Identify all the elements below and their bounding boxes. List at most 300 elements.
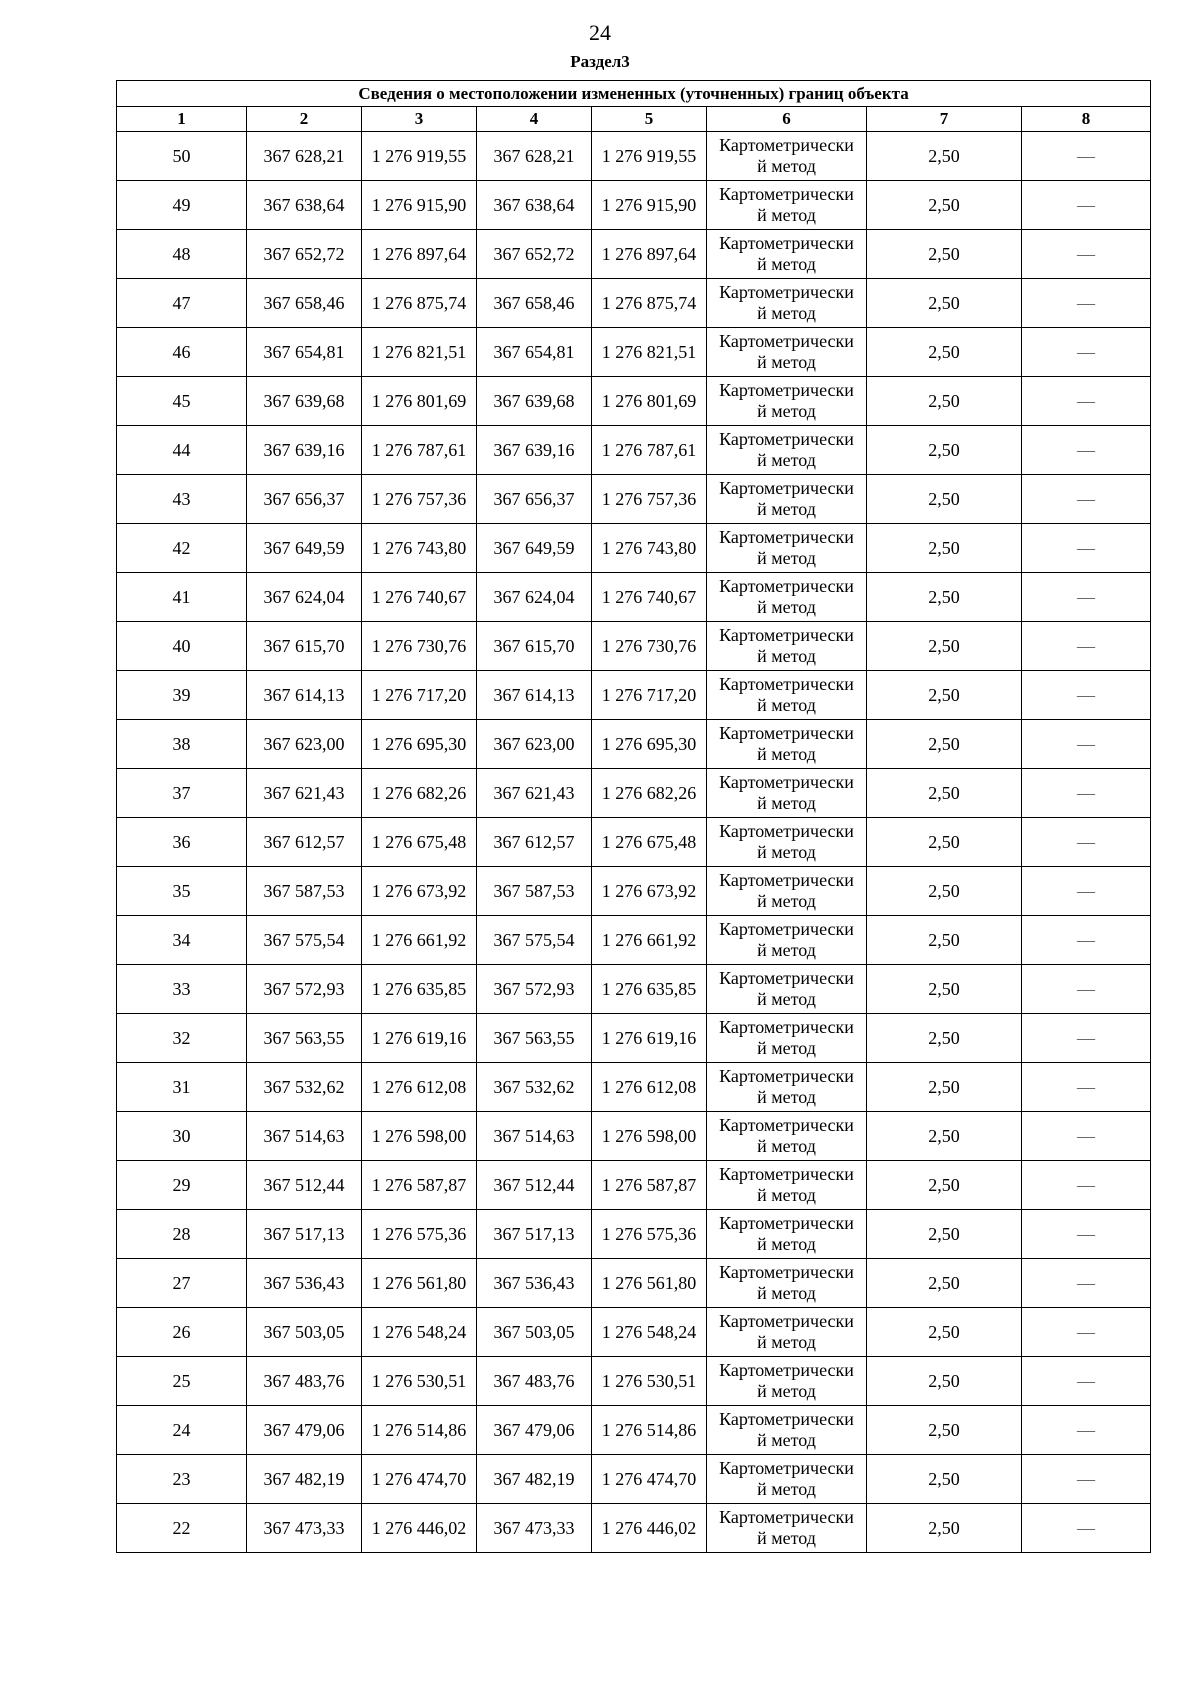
point-number-cell: 23 — [117, 1455, 247, 1504]
method-cell — [707, 524, 867, 573]
y-new-cell: 1 276 575,36 — [592, 1210, 707, 1259]
point-number-cell: 26 — [117, 1308, 247, 1357]
y-old-cell: 1 276 821,51 — [362, 328, 477, 377]
x-new-cell: 367 503,05 — [477, 1308, 592, 1357]
point-number-cell: 22 — [117, 1504, 247, 1553]
y-old-cell: 1 276 875,74 — [362, 279, 477, 328]
page-number: 24 — [589, 20, 611, 45]
method-cell — [707, 328, 867, 377]
precision-cell: 2,50 — [867, 524, 1022, 573]
method-text-line1: Картометрически — [719, 1262, 854, 1282]
x-old-cell: 367 482,19 — [247, 1455, 362, 1504]
x-new-cell: 367 656,37 — [477, 475, 592, 524]
point-number-cell: 49 — [117, 181, 247, 230]
y-old-cell: 1 276 717,20 — [362, 671, 477, 720]
precision-cell: 2,50 — [867, 1259, 1022, 1308]
y-old-cell: 1 276 514,86 — [362, 1406, 477, 1455]
y-old-cell: 1 276 446,02 — [362, 1504, 477, 1553]
point-number-cell: 43 — [117, 475, 247, 524]
point-number-cell: 42 — [117, 524, 247, 573]
empty-mark-cell: — — [1022, 1014, 1151, 1063]
method-cell — [707, 279, 867, 328]
table-row — [117, 475, 1151, 524]
y-old-cell: 1 276 561,80 — [362, 1259, 477, 1308]
point-number-cell: 47 — [117, 279, 247, 328]
method-text-line1: Картометрически — [719, 968, 854, 988]
point-number-cell: 44 — [117, 426, 247, 475]
point-number-cell: 38 — [117, 720, 247, 769]
point-number-cell: 35 — [117, 867, 247, 916]
point-number-cell: 41 — [117, 573, 247, 622]
method-text-line1: Картометрически — [719, 1213, 854, 1233]
method-cell — [707, 965, 867, 1014]
empty-mark-cell: — — [1022, 1112, 1151, 1161]
x-new-cell: 367 639,68 — [477, 377, 592, 426]
empty-mark-cell: — — [1022, 916, 1151, 965]
column-number-5: 5 — [592, 107, 707, 132]
table-row — [117, 1308, 1151, 1357]
empty-mark-cell: — — [1022, 181, 1151, 230]
x-new-cell: 367 652,72 — [477, 230, 592, 279]
method-text-line1: Картометрически — [719, 527, 854, 547]
method-text-line1: Картометрически — [719, 723, 854, 743]
y-old-cell: 1 276 915,90 — [362, 181, 477, 230]
precision-cell: 2,50 — [867, 1112, 1022, 1161]
x-new-cell: 367 482,19 — [477, 1455, 592, 1504]
method-cell — [707, 181, 867, 230]
empty-mark-cell: — — [1022, 475, 1151, 524]
empty-mark-cell: — — [1022, 1406, 1151, 1455]
point-number-cell: 24 — [117, 1406, 247, 1455]
point-number-cell: 37 — [117, 769, 247, 818]
precision-cell: 2,50 — [867, 1357, 1022, 1406]
method-text-line1: Картометрически — [719, 919, 854, 939]
precision-cell: 2,50 — [867, 475, 1022, 524]
method-text-line2: й метод — [757, 254, 816, 274]
method-text-line1: Картометрически — [719, 282, 854, 302]
x-old-cell: 367 479,06 — [247, 1406, 362, 1455]
method-cell — [707, 377, 867, 426]
point-number-cell: 36 — [117, 818, 247, 867]
empty-mark-cell: — — [1022, 328, 1151, 377]
method-cell — [707, 1161, 867, 1210]
x-old-cell: 367 514,63 — [247, 1112, 362, 1161]
table-row — [117, 132, 1151, 181]
empty-mark-cell: — — [1022, 573, 1151, 622]
method-text-line2: й метод — [757, 450, 816, 470]
x-new-cell: 367 483,76 — [477, 1357, 592, 1406]
method-text-line1: Картометрически — [719, 576, 854, 596]
x-old-cell: 367 638,64 — [247, 181, 362, 230]
column-number-8: 8 — [1022, 107, 1151, 132]
point-number-cell: 33 — [117, 965, 247, 1014]
y-new-cell: 1 276 446,02 — [592, 1504, 707, 1553]
y-old-cell: 1 276 695,30 — [362, 720, 477, 769]
x-old-cell: 367 658,46 — [247, 279, 362, 328]
y-new-cell: 1 276 875,74 — [592, 279, 707, 328]
method-text-line2: й метод — [757, 1479, 816, 1499]
y-new-cell: 1 276 548,24 — [592, 1308, 707, 1357]
column-number-3: 3 — [362, 107, 477, 132]
empty-mark-cell: — — [1022, 1504, 1151, 1553]
method-text-line2: й метод — [757, 1283, 816, 1303]
x-new-cell: 367 638,64 — [477, 181, 592, 230]
column-number-1: 1 — [117, 107, 247, 132]
table-row — [117, 1406, 1151, 1455]
x-old-cell: 367 483,76 — [247, 1357, 362, 1406]
table-row — [117, 328, 1151, 377]
table-row — [117, 181, 1151, 230]
x-old-cell: 367 649,59 — [247, 524, 362, 573]
method-text-line2: й метод — [757, 548, 816, 568]
method-cell — [707, 1455, 867, 1504]
x-new-cell: 367 614,13 — [477, 671, 592, 720]
x-old-cell: 367 652,72 — [247, 230, 362, 279]
point-number-cell: 34 — [117, 916, 247, 965]
x-new-cell: 367 649,59 — [477, 524, 592, 573]
x-new-cell: 367 517,13 — [477, 1210, 592, 1259]
x-new-cell: 367 514,63 — [477, 1112, 592, 1161]
empty-mark-cell: — — [1022, 377, 1151, 426]
y-new-cell: 1 276 530,51 — [592, 1357, 707, 1406]
x-new-cell: 367 615,70 — [477, 622, 592, 671]
empty-mark-cell: — — [1022, 769, 1151, 818]
x-new-cell: 367 628,21 — [477, 132, 592, 181]
x-new-cell: 367 563,55 — [477, 1014, 592, 1063]
precision-cell: 2,50 — [867, 132, 1022, 181]
precision-cell: 2,50 — [867, 965, 1022, 1014]
method-cell — [707, 475, 867, 524]
method-text-line1: Картометрически — [719, 233, 854, 253]
y-old-cell: 1 276 675,48 — [362, 818, 477, 867]
precision-cell: 2,50 — [867, 573, 1022, 622]
precision-cell: 2,50 — [867, 818, 1022, 867]
method-text-line2: й метод — [757, 1087, 816, 1107]
x-new-cell: 367 612,57 — [477, 818, 592, 867]
point-number-cell: 30 — [117, 1112, 247, 1161]
y-new-cell: 1 276 695,30 — [592, 720, 707, 769]
y-new-cell: 1 276 673,92 — [592, 867, 707, 916]
x-old-cell: 367 503,05 — [247, 1308, 362, 1357]
precision-cell: 2,50 — [867, 916, 1022, 965]
precision-cell: 2,50 — [867, 720, 1022, 769]
x-new-cell: 367 572,93 — [477, 965, 592, 1014]
table-row — [117, 1112, 1151, 1161]
y-old-cell: 1 276 575,36 — [362, 1210, 477, 1259]
x-old-cell: 367 656,37 — [247, 475, 362, 524]
method-text-line1: Картометрически — [719, 1115, 854, 1135]
y-new-cell: 1 276 514,86 — [592, 1406, 707, 1455]
method-text-line1: Картометрически — [719, 331, 854, 351]
empty-mark-cell: — — [1022, 1210, 1151, 1259]
method-text-line2: й метод — [757, 744, 816, 764]
method-text-line2: й метод — [757, 401, 816, 421]
point-number-cell: 46 — [117, 328, 247, 377]
point-number-cell: 32 — [117, 1014, 247, 1063]
y-old-cell: 1 276 598,00 — [362, 1112, 477, 1161]
empty-mark-cell: — — [1022, 1161, 1151, 1210]
method-text-line1: Картометрически — [719, 380, 854, 400]
method-text-line2: й метод — [757, 793, 816, 813]
y-old-cell: 1 276 682,26 — [362, 769, 477, 818]
empty-mark-cell: — — [1022, 426, 1151, 475]
method-text-line2: й метод — [757, 989, 816, 1009]
table-row — [117, 1210, 1151, 1259]
method-cell — [707, 1504, 867, 1553]
point-number-cell: 25 — [117, 1357, 247, 1406]
empty-mark-cell: — — [1022, 1455, 1151, 1504]
empty-mark-cell: — — [1022, 965, 1151, 1014]
method-cell — [707, 132, 867, 181]
point-number-cell: 50 — [117, 132, 247, 181]
table-row — [117, 769, 1151, 818]
y-new-cell: 1 276 801,69 — [592, 377, 707, 426]
column-number-6: 6 — [707, 107, 867, 132]
table-row — [117, 1161, 1151, 1210]
x-old-cell: 367 512,44 — [247, 1161, 362, 1210]
precision-cell: 2,50 — [867, 1308, 1022, 1357]
y-new-cell: 1 276 675,48 — [592, 818, 707, 867]
precision-cell: 2,50 — [867, 1161, 1022, 1210]
table-row — [117, 230, 1151, 279]
section-title: Раздел3 — [570, 52, 630, 71]
y-old-cell: 1 276 787,61 — [362, 426, 477, 475]
y-new-cell: 1 276 474,70 — [592, 1455, 707, 1504]
y-old-cell: 1 276 801,69 — [362, 377, 477, 426]
precision-cell: 2,50 — [867, 671, 1022, 720]
table-row — [117, 1455, 1151, 1504]
precision-cell: 2,50 — [867, 279, 1022, 328]
empty-mark-cell: — — [1022, 671, 1151, 720]
method-text-line1: Картометрически — [719, 772, 854, 792]
x-new-cell: 367 479,06 — [477, 1406, 592, 1455]
method-text-line1: Картометрически — [719, 1066, 854, 1086]
y-new-cell: 1 276 787,61 — [592, 426, 707, 475]
y-old-cell: 1 276 635,85 — [362, 965, 477, 1014]
precision-cell: 2,50 — [867, 328, 1022, 377]
method-text-line1: Картометрически — [719, 1360, 854, 1380]
method-cell — [707, 1308, 867, 1357]
method-cell — [707, 1406, 867, 1455]
empty-mark-cell: — — [1022, 818, 1151, 867]
precision-cell: 2,50 — [867, 426, 1022, 475]
method-cell — [707, 1357, 867, 1406]
method-cell — [707, 1063, 867, 1112]
empty-mark-cell: — — [1022, 230, 1151, 279]
method-text-line1: Картометрически — [719, 625, 854, 645]
x-new-cell: 367 575,54 — [477, 916, 592, 965]
table-row — [117, 1504, 1151, 1553]
method-text-line1: Картометрически — [719, 1458, 854, 1478]
table-body — [117, 132, 1151, 1553]
method-text-line2: й метод — [757, 156, 816, 176]
table-row — [117, 377, 1151, 426]
method-text-line2: й метод — [757, 646, 816, 666]
method-text-line2: й метод — [757, 1381, 816, 1401]
table-row — [117, 524, 1151, 573]
method-cell — [707, 916, 867, 965]
y-new-cell: 1 276 919,55 — [592, 132, 707, 181]
table-row — [117, 1259, 1151, 1308]
point-number-cell: 39 — [117, 671, 247, 720]
y-old-cell: 1 276 740,67 — [362, 573, 477, 622]
x-old-cell: 367 624,04 — [247, 573, 362, 622]
y-new-cell: 1 276 619,16 — [592, 1014, 707, 1063]
method-text-line2: й метод — [757, 1234, 816, 1254]
y-old-cell: 1 276 673,92 — [362, 867, 477, 916]
x-old-cell: 367 654,81 — [247, 328, 362, 377]
empty-mark-cell: — — [1022, 1308, 1151, 1357]
y-old-cell: 1 276 661,92 — [362, 916, 477, 965]
method-text-line1: Картометрически — [719, 429, 854, 449]
method-text-line1: Картометрически — [719, 1507, 854, 1527]
x-new-cell: 367 587,53 — [477, 867, 592, 916]
method-text-line1: Картометрически — [719, 478, 854, 498]
y-new-cell: 1 276 915,90 — [592, 181, 707, 230]
boundary-coordinates-table — [116, 80, 1151, 1553]
y-new-cell: 1 276 598,00 — [592, 1112, 707, 1161]
x-new-cell: 367 624,04 — [477, 573, 592, 622]
y-old-cell: 1 276 919,55 — [362, 132, 477, 181]
table-row — [117, 1063, 1151, 1112]
method-text-line2: й метод — [757, 1136, 816, 1156]
y-new-cell: 1 276 682,26 — [592, 769, 707, 818]
y-old-cell: 1 276 474,70 — [362, 1455, 477, 1504]
empty-mark-cell: — — [1022, 524, 1151, 573]
method-text-line2: й метод — [757, 1185, 816, 1205]
x-old-cell: 367 639,68 — [247, 377, 362, 426]
y-old-cell: 1 276 897,64 — [362, 230, 477, 279]
y-new-cell: 1 276 561,80 — [592, 1259, 707, 1308]
x-new-cell: 367 654,81 — [477, 328, 592, 377]
point-number-cell: 45 — [117, 377, 247, 426]
y-new-cell: 1 276 612,08 — [592, 1063, 707, 1112]
x-new-cell: 367 658,46 — [477, 279, 592, 328]
method-text-line2: й метод — [757, 1430, 816, 1450]
x-old-cell: 367 639,16 — [247, 426, 362, 475]
method-text-line1: Картометрически — [719, 674, 854, 694]
x-new-cell: 367 473,33 — [477, 1504, 592, 1553]
method-text-line1: Картометрически — [719, 870, 854, 890]
method-text-line1: Картометрически — [719, 1164, 854, 1184]
x-old-cell: 367 575,54 — [247, 916, 362, 965]
x-old-cell: 367 517,13 — [247, 1210, 362, 1259]
point-number-cell: 31 — [117, 1063, 247, 1112]
y-old-cell: 1 276 612,08 — [362, 1063, 477, 1112]
precision-cell: 2,50 — [867, 867, 1022, 916]
y-new-cell: 1 276 740,67 — [592, 573, 707, 622]
method-text-line2: й метод — [757, 499, 816, 519]
empty-mark-cell: — — [1022, 867, 1151, 916]
x-old-cell: 367 612,57 — [247, 818, 362, 867]
column-number-7: 7 — [867, 107, 1022, 132]
method-text-line2: й метод — [757, 1038, 816, 1058]
table-row — [117, 867, 1151, 916]
method-cell — [707, 622, 867, 671]
point-number-cell: 27 — [117, 1259, 247, 1308]
method-text-line2: й метод — [757, 940, 816, 960]
empty-mark-cell: — — [1022, 132, 1151, 181]
precision-cell: 2,50 — [867, 1210, 1022, 1259]
x-old-cell: 367 621,43 — [247, 769, 362, 818]
table-row — [117, 279, 1151, 328]
method-text-line2: й метод — [757, 205, 816, 225]
method-cell — [707, 671, 867, 720]
x-old-cell: 367 572,93 — [247, 965, 362, 1014]
x-old-cell: 367 473,33 — [247, 1504, 362, 1553]
y-old-cell: 1 276 757,36 — [362, 475, 477, 524]
y-old-cell: 1 276 548,24 — [362, 1308, 477, 1357]
method-text-line1: Картометрически — [719, 184, 854, 204]
table-row — [117, 916, 1151, 965]
method-text-line1: Картометрически — [719, 135, 854, 155]
x-old-cell: 367 536,43 — [247, 1259, 362, 1308]
method-cell — [707, 720, 867, 769]
method-text-line1: Картометрически — [719, 1409, 854, 1429]
table-row — [117, 622, 1151, 671]
method-cell — [707, 1112, 867, 1161]
method-text-line2: й метод — [757, 303, 816, 323]
x-new-cell: 367 621,43 — [477, 769, 592, 818]
method-text-line2: й метод — [757, 352, 816, 372]
y-old-cell: 1 276 530,51 — [362, 1357, 477, 1406]
method-text-line1: Картометрически — [719, 1311, 854, 1331]
table-row — [117, 426, 1151, 475]
table-caption: Сведения о местоположении измененных (уточненных) границ объекта — [117, 81, 1151, 107]
empty-mark-cell: — — [1022, 720, 1151, 769]
x-new-cell: 367 512,44 — [477, 1161, 592, 1210]
method-cell — [707, 769, 867, 818]
x-old-cell: 367 615,70 — [247, 622, 362, 671]
precision-cell: 2,50 — [867, 377, 1022, 426]
method-text-line2: й метод — [757, 891, 816, 911]
y-old-cell: 1 276 587,87 — [362, 1161, 477, 1210]
method-text-line2: й метод — [757, 695, 816, 715]
method-cell — [707, 1259, 867, 1308]
method-text-line2: й метод — [757, 597, 816, 617]
y-new-cell: 1 276 587,87 — [592, 1161, 707, 1210]
table-row — [117, 818, 1151, 867]
point-number-cell: 29 — [117, 1161, 247, 1210]
column-number-2: 2 — [247, 107, 362, 132]
precision-cell: 2,50 — [867, 1406, 1022, 1455]
x-old-cell: 367 623,00 — [247, 720, 362, 769]
y-new-cell: 1 276 661,92 — [592, 916, 707, 965]
precision-cell: 2,50 — [867, 1455, 1022, 1504]
precision-cell: 2,50 — [867, 1014, 1022, 1063]
x-new-cell: 367 536,43 — [477, 1259, 592, 1308]
x-old-cell: 367 532,62 — [247, 1063, 362, 1112]
x-new-cell: 367 639,16 — [477, 426, 592, 475]
method-cell — [707, 230, 867, 279]
method-cell — [707, 867, 867, 916]
column-number-4: 4 — [477, 107, 592, 132]
method-cell — [707, 818, 867, 867]
table-row — [117, 573, 1151, 622]
precision-cell: 2,50 — [867, 181, 1022, 230]
method-text-line2: й метод — [757, 1528, 816, 1548]
precision-cell: 2,50 — [867, 622, 1022, 671]
method-cell — [707, 1014, 867, 1063]
precision-cell: 2,50 — [867, 1504, 1022, 1553]
method-text-line1: Картометрически — [719, 1017, 854, 1037]
table-row — [117, 1357, 1151, 1406]
table-row — [117, 720, 1151, 769]
y-new-cell: 1 276 821,51 — [592, 328, 707, 377]
precision-cell: 2,50 — [867, 1063, 1022, 1112]
method-cell — [707, 1210, 867, 1259]
empty-mark-cell: — — [1022, 1063, 1151, 1112]
